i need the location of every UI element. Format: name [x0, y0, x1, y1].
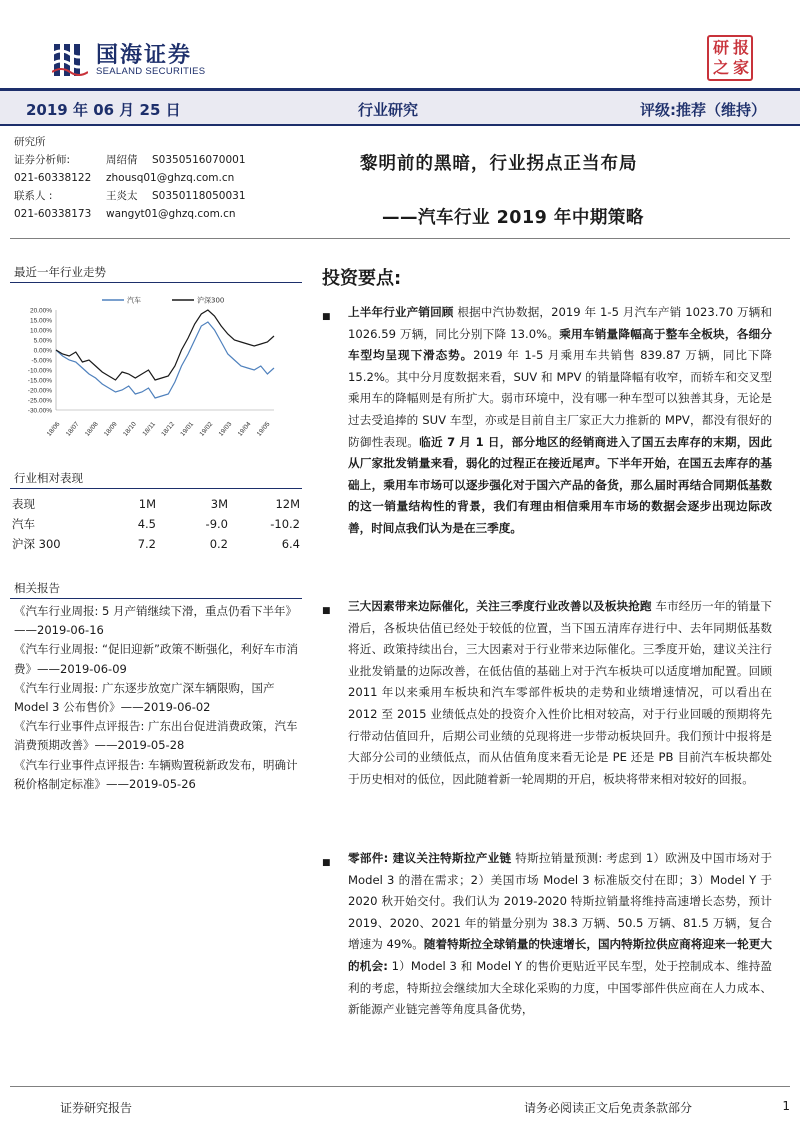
report-subtitle: ——汽车行业 2019 年中期策略: [382, 208, 644, 228]
chart-x-tick-label: 19/04: [236, 420, 253, 438]
performance-table: [12, 494, 300, 554]
perf-heading-underline: [10, 488, 302, 489]
chart-legend: [102, 296, 224, 305]
chart-y-tick-label: -5.00%: [31, 357, 52, 365]
trend-heading-underline: [10, 282, 302, 283]
header-divider: [10, 238, 790, 239]
chart-series: [56, 310, 274, 398]
company-name-en: SEALAND SECURITIES: [96, 66, 206, 77]
chart-y-tick-label: -20.00%: [27, 387, 52, 395]
table-header-cell: 12M: [275, 497, 300, 511]
chart-x-tick-label: 19/03: [217, 420, 234, 438]
footer-disclaimer: 请务必阅读正文后免责条款部分: [524, 1101, 693, 1115]
chart-x-tick-label: 18/08: [83, 420, 100, 438]
chart-y-tick-label: 10.00%: [29, 327, 52, 335]
chart-x-axis: [46, 421, 272, 438]
report-rating: 评级:推荐（维持）: [640, 101, 766, 119]
square-bullet-icon: ■: [322, 312, 331, 322]
chart-y-tick-label: 20.00%: [29, 307, 52, 315]
related-report-link[interactable]: 《汽车行业事件点评报告: 车辆购置税新政发布，明确计税价格制定标准》——2019-05-26: [14, 757, 298, 791]
related-report-link[interactable]: 《汽车行业事件点评报告: 广东出台促进消费政策，汽车消费预期改善》——2019-05-28: [14, 719, 298, 753]
chart-x-tick-label: 18/10: [122, 420, 138, 438]
trend-heading: 最近一年行业走势: [14, 265, 106, 279]
paragraph-bold-text: 乘用车销量降幅高于整车全板块，各细分车型均呈现下滑态势。: [348, 326, 772, 363]
report-date: 2019 年 06 月 25 日: [26, 101, 181, 119]
chart-x-tick-label: 19/02: [198, 420, 215, 438]
chart-y-tick-label: 5.00%: [33, 337, 52, 345]
related-report-link[interactable]: 《汽车行业周报: 广东逐步放宽广深车辆限购，国产 Model 3 公布售价》——2019-06-02: [14, 680, 275, 715]
seal-char: 报: [732, 38, 749, 57]
report-type: 行业研究: [358, 101, 419, 119]
paragraph-text: 2019 年 1-5 月乘用车共销售 839.87 万辆，同比下降 15.2%。其中分月度数据来看，SUV 和 MPV 的销量降幅有收窄，而轿车和交叉型乘用车的降幅则是有所扩大。弱市环境中，没有哪一种车型可以独善其身，无论是过去受追捧的 SUV 车型，亦或是目前自主厂家正大力推新的 MPV，都没有很好的防御性表现。: [348, 348, 772, 449]
table-header-cell: 1M: [138, 497, 156, 511]
chart-x-tick-label: 18/07: [64, 420, 81, 438]
chart-x-tick-label: 18/11: [141, 420, 157, 438]
footer-divider: [10, 1086, 790, 1087]
contact-phone: 021-60338173: [14, 208, 92, 220]
chart-x-tick-label: 18/06: [45, 420, 62, 438]
page-number: 1: [782, 1099, 790, 1113]
chart-y-tick-label: -30.00%: [27, 407, 52, 415]
table-row: [12, 514, 300, 534]
chart-y-tick-label: -25.00%: [27, 397, 52, 405]
highlight-paragraph: [348, 848, 772, 1021]
chart-legend-label: 汽车: [127, 296, 141, 305]
contact-cert: S0350118050031: [152, 190, 246, 202]
square-bullet-icon: ■: [322, 606, 331, 616]
contact-email[interactable]: wangyt01@ghzq.com.cn: [106, 208, 236, 220]
chart-x-tick-label: 19/01: [179, 420, 196, 438]
contact-row: [14, 187, 246, 205]
sealand-logo-icon: [52, 40, 88, 80]
related-report-link[interactable]: 《汽车行业周报: 5 月产销继续下滑，重点仍看下半年》——2019-06-16: [14, 604, 297, 638]
chart-x-tick-label: 18/12: [160, 420, 177, 438]
analyst-email[interactable]: zhousq01@ghzq.com.cn: [106, 172, 235, 184]
table-cell: 6.4: [281, 537, 300, 551]
paragraph-bold-text: 三大因素带来边际催化，关注三季度行业改善以及板块抢跑: [348, 599, 652, 613]
reports-heading: 相关报告: [14, 581, 60, 595]
paragraph-bold-text: 随着特斯拉全球销量的快速增长，国内特斯拉供应商将迎来一轮更大的机会:: [348, 937, 772, 973]
related-report-link[interactable]: 《汽车行业周报: “促旧迎新”政策不断强化，利好车市消费》——2019-06-09: [14, 642, 298, 676]
contact-contact-row: [14, 205, 246, 223]
highlight-paragraph: [348, 596, 772, 790]
table-cell: 7.2: [137, 537, 156, 551]
contact-name: 王炎太: [106, 190, 138, 202]
highlight-paragraph: [348, 302, 772, 540]
paragraph-text: 根据中汽协数据，2019 年 1-5 月汽车产销 1023.70 万辆和 1026.59 万辆，同比分别下降 13.0%。: [348, 305, 772, 341]
chart-x-tick-label: 18/09: [102, 420, 119, 438]
table-cell: 沪深 300: [12, 537, 61, 551]
related-reports-list: [14, 602, 304, 794]
perf-heading: 行业相对表现: [14, 471, 83, 485]
table-header-cell: 3M: [210, 497, 228, 511]
analyst-info: [14, 133, 246, 223]
chart-y-tick-label: 15.00%: [29, 317, 52, 325]
seal-char: 研: [712, 38, 729, 57]
paragraph-text: 车市经历一年的销量下滑后，各板块估值已经处于较低的位置，当下国五清库存进行中、去年同期低基数将近、政策持续出台，三大因素对于行业带来边际催化。三季度开始，建议关注行业批发销量的边际改善，在低估值的基础上对于汽车板块可以适度增加配置。回顾 2011 年以来乘用车板块和汽车零部件板块的走势和业绩增速情况，可以看出在 2012 至 2015 业绩低点处的投资介入性价比相对较高，对于行业回暖的预期将先行带动估值回升，后期公司业绩的兑现将进一步带动板块回升。我们预计中报将是大部分公司的业绩低点，而从估值角度来看无论是 PE 还是 PB 目前汽车板块都处于历史相对的低位，因此随着新一轮周期的开启，板块将带来相对较好的回报。: [348, 599, 772, 786]
table-cell: 汽车: [12, 517, 35, 531]
seal-char: 之: [712, 58, 729, 77]
reports-heading-underline: [10, 598, 302, 599]
paragraph-text: 特斯拉销量预测: 考虑到 1）欧洲及中国市场对于 Model 3 的潜在需求；2）美国市场 Model 3 标准版交付在即；3）Model Y 于 2020 秋开始交付。我们认为 2019-2020 特斯拉销量将维持高速增长态势，预计 2019、2020、2021 年的销量分别为 38.3 万辆、50.5 万辆、81.5 万辆，复合增速为 49%。: [348, 851, 772, 952]
analyst-name: 周绍倩: [106, 154, 138, 166]
paragraph-bold-text: 临近 7 月 1 日，部分地区的经销商进入了国五去库存的末期，因此从厂家批发销量来看，弱化的过程正在接近尾声。下半年开始，在国五去库存的基础上，乘用车市场可以逐步强化对于国六产品的备货，那么届时再结合同期低基数的这一销量结构性的背景，我们有理由相信乘用车市场的数据会逐步出现边际改善，时间点我们认为是在三季度。: [348, 434, 772, 535]
paragraph-bold-text: 零部件: 建议关注特斯拉产业链: [348, 851, 512, 865]
table-cell: 4.5: [137, 517, 156, 531]
chart-y-axis: [28, 308, 52, 415]
analyst-role: 证券分析师:: [14, 154, 71, 166]
table-header-cell: 表现: [12, 497, 35, 511]
chart-x-tick-label: 19/05: [255, 420, 272, 438]
contact-role: 联系人 :: [14, 190, 53, 202]
investment-highlights-heading: 投资要点:: [322, 268, 402, 289]
research-label: 研究所: [14, 136, 46, 148]
chart-y-tick-label: -10.00%: [27, 367, 52, 375]
chart-legend-label: 沪深300: [197, 296, 225, 305]
paragraph-text: 1）Model 3 和 Model Y 的售价更贴近平民车型，处于控制成本、维持盈利的考虑，特斯拉会继续加大全球化采购的力度，中国零部件供应商在人力成本、新能源产业链完善等角度具备优势，: [348, 958, 772, 1017]
table-cell: -10.2: [270, 517, 300, 531]
report-title: 黎明前的黑暗，行业拐点正当布局: [360, 154, 638, 174]
chart-y-tick-label: 0.00%: [33, 347, 52, 355]
square-bullet-icon: ■: [322, 858, 331, 868]
research-seal-stamp: [707, 35, 753, 81]
analyst-row: [14, 151, 246, 169]
company-name-cn: 国海证券: [96, 43, 193, 68]
analyst-cert: S0350516070001: [152, 154, 246, 166]
seal-char: 家: [732, 58, 749, 77]
table-cell: 0.2: [209, 537, 228, 551]
analyst-contact-row: [14, 169, 246, 187]
industry-trend-chart: [12, 290, 302, 458]
header-banner: [0, 88, 800, 126]
table-cell: -9.0: [205, 517, 228, 531]
table-row: [12, 534, 300, 554]
chart-series-line-csi300: [56, 310, 274, 380]
paragraph-bold-text: 上半年行业产销回顾: [348, 305, 454, 319]
analyst-phone: 021-60338122: [14, 172, 92, 184]
chart-y-tick-label: -15.00%: [27, 377, 52, 385]
table-header-row: [12, 494, 300, 514]
footer-doc-type: 证券研究报告: [60, 1101, 133, 1115]
company-logo: [52, 38, 232, 82]
